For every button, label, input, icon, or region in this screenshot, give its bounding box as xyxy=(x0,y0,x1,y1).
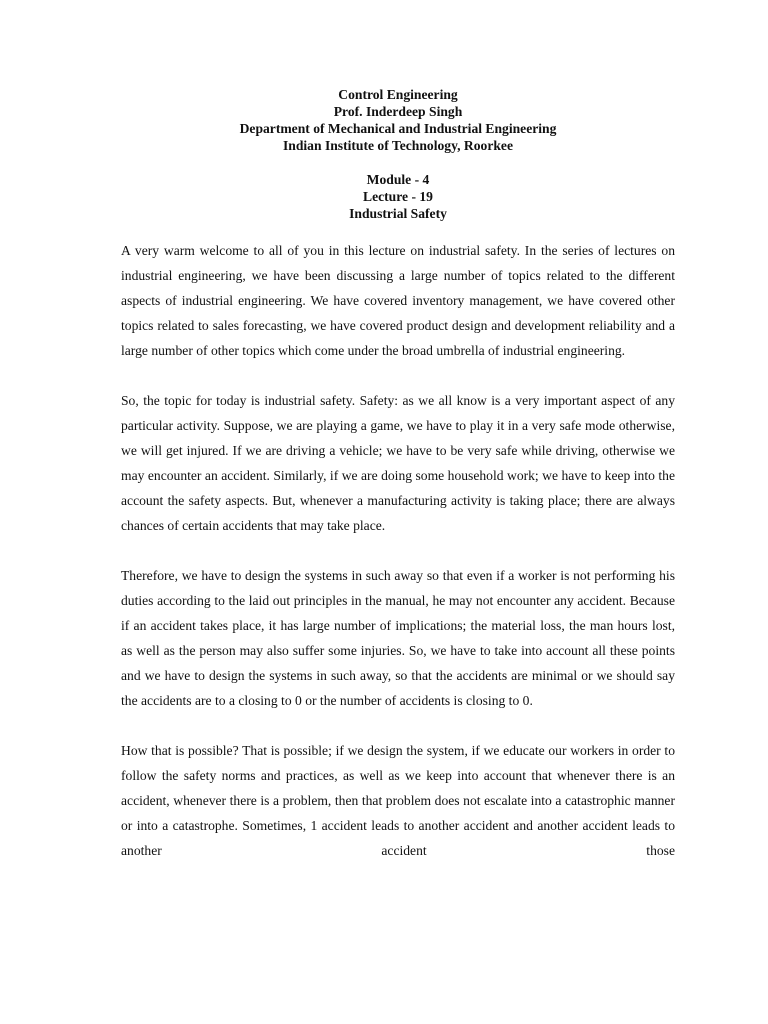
paragraph-intro: A very warm welcome to all of you in this lecture on industrial safety. In the series of lectures on industrial engineering, we have been discussing a large number of topics related to the different aspects of industrial engineering. We have covered inventory management, we have covered other topics related to sales forecasting, we have covered product design and development reliability and a large number of other topics which come under the broad umbrella of industrial engineering. xyxy=(121,243,675,358)
institute-name: Indian Institute of Technology, Roorkee xyxy=(283,138,513,153)
paragraph-system-design: Therefore, we have to design the systems in such away so that even if a worker is not performing his duties according to the laid out principles in the manual, he may not encounter any accident. Because if an accident takes place, it has large number of implications; the material loss, the man hours lost, as well as the person may also suffer some injuries. So, we have to take into account all these points and we have to design the systems in such away, so that the accidents are minimal or we should say the accidents are to a closing to 0 or the number of accidents is closing to 0. xyxy=(121,568,675,708)
lecture-topic: Industrial Safety xyxy=(349,206,447,221)
module-number: Module - 4 xyxy=(366,172,430,187)
professor-name: Prof. Inderdeep Singh xyxy=(333,104,463,119)
paragraph-safety-importance: So, the topic for today is industrial safety. Safety: as we all know is a very important aspect of any particular activity. Suppose, we are playing a game, we have to play it in a very safe mode otherwise, we will get injured. If we are driving a vehicle; we have to be very safe while driving, otherwise we may encounter an accident. Similarly, if we are doing some household work; we have to keep into the account the safety aspects. But, whenever a manufacturing activity is taking place; there are always chances of certain accidents that may take place. xyxy=(121,393,675,533)
department-name: Department of Mechanical and Industrial Engineering xyxy=(239,121,557,136)
document-page xyxy=(121,86,675,863)
lecture-number: Lecture - 19 xyxy=(363,189,433,204)
document-header xyxy=(121,86,675,222)
lecture-info xyxy=(121,171,675,222)
course-title: Control Engineering xyxy=(338,87,458,102)
paragraph-prevention: How that is possible? That is possible; if we design the system, if we educate our workers in order to follow the safety norms and practices, as well as we keep into account that whenever there is an accident, whenever there is a problem, then that problem does not escalate into a catastrophic manner or into a catastrophe. Sometimes, 1 accident leads to another accident and another accident leads to another accident those xyxy=(121,743,675,858)
